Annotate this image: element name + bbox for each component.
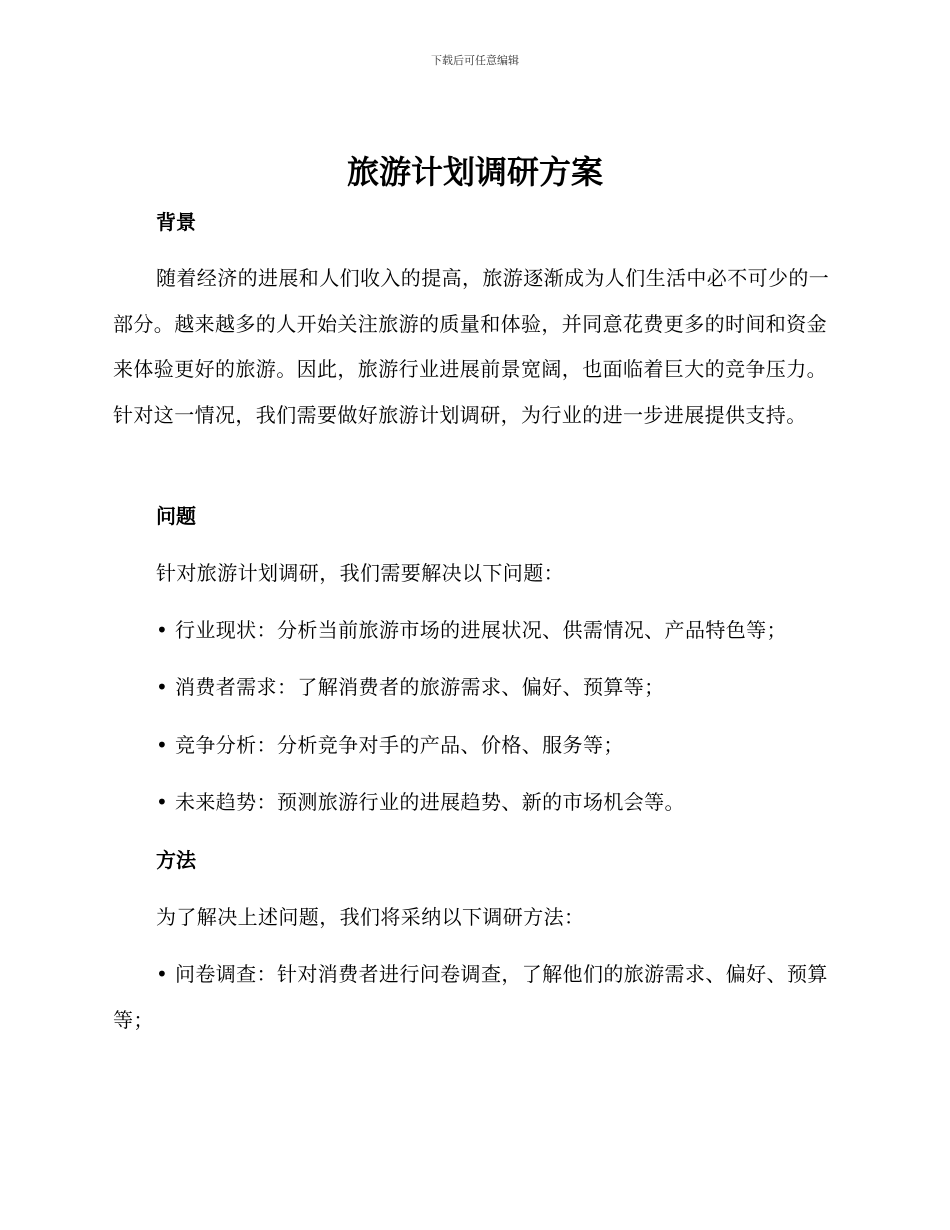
section-heading-problems: 问题 (156, 504, 196, 528)
document-title: 旅游计划调研方案 (346, 153, 603, 191)
problem-item-future-trends: • 未来趋势：预测旅游行业的进展趋势、新的市场机会等。 (156, 790, 685, 814)
page-header-note: 下载后可任意编辑 (431, 54, 519, 67)
methods-intro: 为了解决上述问题，我们将采纳以下调研方法： (156, 905, 585, 929)
problems-intro: 针对旅游计划调研，我们需要解决以下问题： (156, 561, 564, 585)
section-heading-methods: 方法 (156, 848, 196, 872)
method-item-questionnaire: • 问卷调查：针对消费者进行问卷调查，了解他们的旅游需求、偏好、预算等； (113, 962, 828, 1032)
problem-item-consumer-demand: • 消费者需求：了解消费者的旅游需求、偏好、预算等； (156, 675, 665, 699)
section-heading-background: 背景 (156, 210, 196, 234)
problem-item-competition-analysis: • 竞争分析：分析竞争对手的产品、价格、服务等； (156, 733, 624, 757)
problem-item-industry-status: • 行业现状：分析当前旅游市场的进展状况、供需情况、产品特色等； (156, 618, 787, 642)
background-paragraph: 随着经济的进展和人们收入的提高，旅游逐渐成为人们生活中必不可少的一部分。越来越多的人开始关注旅游的质量和体验，并同意花费更多的时间和资金来体验更好的旅游。因此，旅游行业进展前景宽阔，也面临着巨大的竞争压力。针对这一情况，我们需要做好旅游计划调研，为行业的进一步进展提供支持。 (113, 266, 830, 427)
